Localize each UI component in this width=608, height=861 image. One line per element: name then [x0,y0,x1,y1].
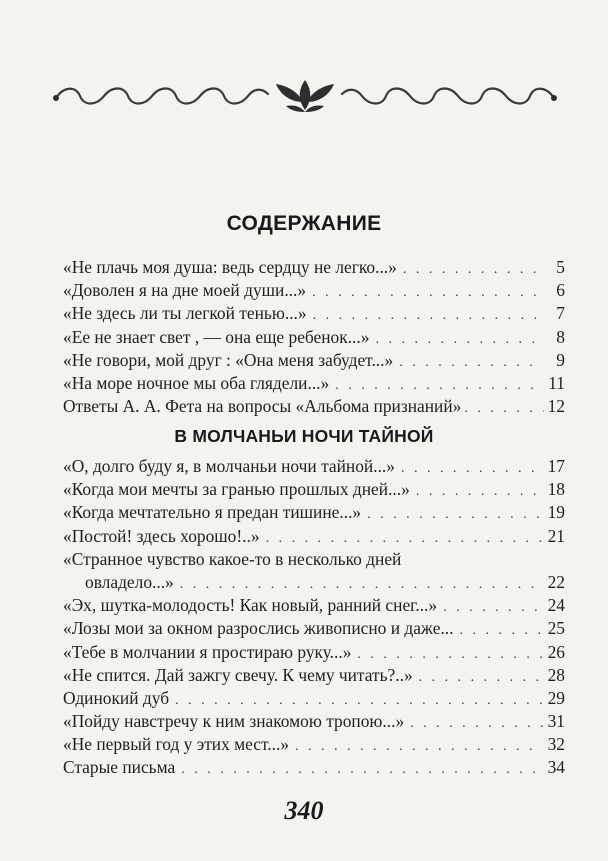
toc-entry-page: 8 [556,326,565,347]
toc-entry[interactable] [63,501,565,524]
toc-entry-title: «На море ночное мы оба глядели...» [63,372,330,393]
toc-entry[interactable] [63,525,565,548]
toc-entry-title: «Ее не знает свет , — она еще ребенок...» [63,326,370,347]
floral-ornament-icon [50,78,560,114]
dot-leader [419,666,543,689]
dot-leader [357,643,543,666]
toc-entry[interactable] [63,302,565,325]
toc-entry[interactable] [63,687,565,710]
toc-entry[interactable] [63,733,565,756]
toc-entry-page: 9 [556,349,565,370]
toc-entry[interactable] [63,279,565,302]
toc-entry-page: 22 [547,571,565,592]
toc-entry-page: 6 [556,280,565,301]
section-title: В МОЛЧАНЬИ НОЧИ ТАЙНОЙ [174,426,434,446]
toc-entry-page: 12 [547,396,565,417]
toc-entry[interactable] [63,617,565,640]
toc-entry-title: «Когда мои мечты за гранью прошлых дней...» [63,479,410,500]
dot-leader [313,304,543,327]
toc-list-section [63,455,565,780]
toc-entry[interactable] [63,455,565,478]
toc-entry-title: овладело...» [85,571,174,592]
toc-entry-page: 7 [556,303,565,324]
toc-entry-title: Ответы А. А. Фета на вопросы «Альбома признаний» [63,396,462,417]
toc-entry-title: «Странное чувство какое-то в несколько дней [63,548,402,569]
page-number: 340 [284,796,324,825]
dot-leader [266,527,543,550]
dot-leader [401,457,543,480]
dot-leader [367,503,543,526]
toc-entry-page: 28 [547,664,565,685]
toc-entry-title: «О, долго буду я, в молчаньи ночи тайной...» [63,456,395,476]
toc-entry[interactable] [63,478,565,501]
toc-entry-title: Одинокий дуб [63,687,170,708]
toc-entry-page: 19 [547,502,565,523]
toc-entry-page: 34 [547,757,565,778]
toc-entry-title: «Постой! здесь хорошо!..» [63,525,260,546]
toc-entry-title: «Пойду навстречу к ним знакомою тропою...» [63,711,405,732]
toc-entry-page: 17 [547,456,565,476]
dot-leader [403,258,543,281]
toc-entry-title: «Когда мечтательно я предан тишине...» [63,502,362,523]
toc-entry[interactable] [63,326,565,349]
dot-leader [175,689,543,712]
dot-leader [180,573,543,596]
toc-entry-page: 5 [556,257,565,277]
toc-entry[interactable] [63,349,565,372]
toc-entry[interactable] [63,372,565,395]
dot-leader [312,281,543,304]
toc-entry-page: 32 [547,734,565,755]
dot-leader [335,374,543,397]
toc-entry-page: 18 [547,479,565,500]
toc-entry-title: «Лозы мои за окном разрослись живописно и даже... [63,618,454,639]
contents-title: СОДЕРЖАНИЕ [226,212,382,235]
toc-entry[interactable] [63,664,565,687]
dot-leader [464,397,544,420]
toc-entry[interactable] [63,756,565,779]
toc-entry[interactable] [63,641,565,664]
dot-leader [375,328,543,351]
toc-entry-title: «Эх, шутка-молодость! Как новый, ранний снег...» [63,595,438,616]
toc-entry-page: 31 [547,711,565,732]
toc-entry-title: «Тебе в молчании я простираю руку...» [63,641,352,662]
toc-entry-page: 26 [547,641,565,662]
toc-entry-continuation[interactable] [63,571,565,594]
toc-entry-page: 24 [547,595,565,616]
dot-leader [295,735,543,758]
toc-entry-title: Старые письма [63,757,176,778]
dot-leader [443,596,543,619]
toc-entry-title: «Не говори, мой друг : «Она меня забудет...» [63,349,394,370]
toc-entry-page: 11 [548,372,565,393]
dot-leader [410,712,543,735]
toc-entry[interactable] [63,710,565,733]
toc-entry-title: «Доволен я на дне моей души...» [63,280,307,301]
toc-entry-title: «Не здесь ли ты легкой тенью...» [63,303,307,324]
dot-leader [416,480,543,503]
toc-entry[interactable] [63,395,565,418]
toc-entry[interactable] [63,594,565,617]
toc-entry[interactable] [63,256,565,279]
toc-entry-page: 25 [547,618,565,639]
toc-list-main [63,256,565,418]
dot-leader [181,758,543,781]
toc-entry-title: «Не первый год у этих мест...» [63,734,290,755]
dot-leader [399,351,543,374]
toc-entry-title: «Не спится. Дай зажгу свечу. К чему читать?..» [63,664,413,685]
dot-leader [459,619,543,642]
toc-entry[interactable] [63,548,565,571]
toc-entry-page: 29 [547,687,565,708]
toc-entry-title: «Не плачь моя душа: ведь сердцу не легко...» [63,257,397,277]
toc-entry-page: 21 [547,525,565,546]
